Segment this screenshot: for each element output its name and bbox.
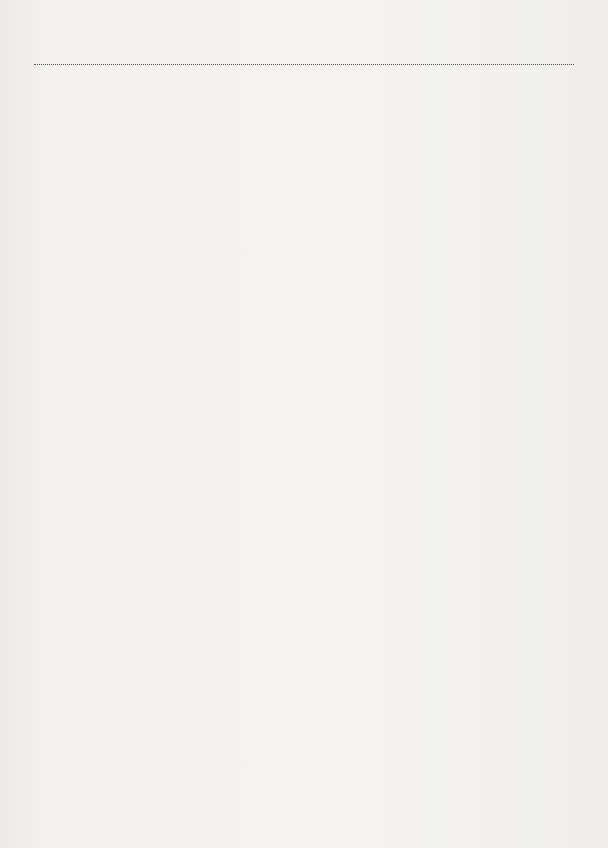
header-divider [34, 64, 574, 65]
